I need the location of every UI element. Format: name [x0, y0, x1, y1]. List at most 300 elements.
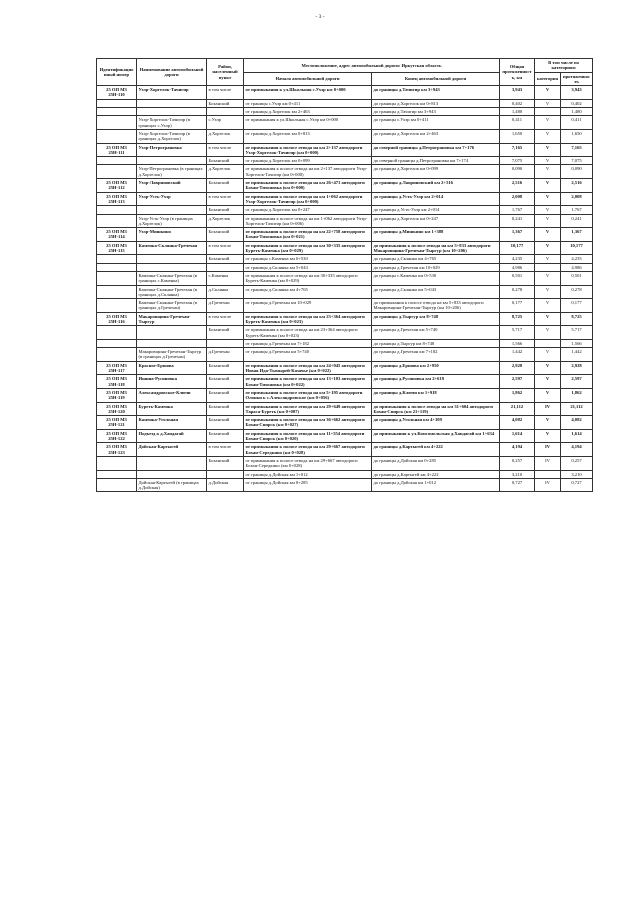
- cell-start: от примыкания к полосе отвода на км 30+335 автодороги Буреть-Каменка (км 0+029): [244, 241, 372, 255]
- cell-end: до границы д.Дойская км 1+012: [372, 478, 500, 492]
- cell-end: до границы д.Гречехан км 7+182: [372, 348, 500, 362]
- cell-length: 0,727: [500, 478, 535, 492]
- table-row: [97, 285, 593, 299]
- table-row: [97, 416, 593, 430]
- cell-end: до границы д.Мишкино км 1+388: [372, 228, 500, 242]
- col-incl-header: В том числе по категориям: [535, 59, 593, 73]
- cell-id: [97, 285, 137, 299]
- cell-area: Боханский: [207, 416, 244, 430]
- cell-length: 4,235: [500, 255, 535, 263]
- cell-area: в том числе: [207, 312, 244, 326]
- cell-length: 5,717: [500, 326, 535, 340]
- cell-category: V: [535, 361, 561, 375]
- cell-start: от примыкания к полосе отвода на км 23+364 автодороги Буреть-Каменка (км 0+023): [244, 312, 372, 326]
- cell-name: Дойская-Картыгей (в границах д.Дойская): [137, 478, 207, 492]
- cell-name: Макаровщина-Гречехан-Тыргур: [137, 312, 207, 326]
- cell-start: от границы с.Каменка км 0+530: [244, 255, 372, 263]
- table-row: [97, 478, 593, 492]
- cell-end: до примыкания к полосе отвода на км 5+833 автодороги Макаровщина-Гречехан-Тыргур (км 10+206): [372, 299, 500, 313]
- cell-category-length: 7,075: [561, 157, 593, 165]
- cell-category-length: 4,082: [561, 416, 593, 430]
- cell-name: [137, 470, 207, 478]
- cell-category: V: [535, 255, 561, 263]
- cell-category: IV: [535, 402, 561, 416]
- cell-start: от границы д.Гречехан км 10+029: [244, 299, 372, 313]
- cell-length: 10,177: [500, 241, 535, 255]
- cell-name: [137, 326, 207, 340]
- cell-category: V: [535, 165, 561, 179]
- cell-length: 1,650: [500, 129, 535, 143]
- cell-length: 0,177: [500, 299, 535, 313]
- table-row: [97, 157, 593, 165]
- cell-area: Боханский: [207, 361, 244, 375]
- cell-start: от примыкания к ул.Школьная с.Ухэр км 0+000: [244, 116, 372, 130]
- table-row: [97, 86, 593, 100]
- cell-end: до северной границы д.Петрограновка км 7+174: [372, 157, 500, 165]
- cell-id: [97, 326, 137, 340]
- table-row: [97, 429, 593, 443]
- table-row: [97, 326, 593, 340]
- table-row: [97, 299, 593, 313]
- cell-category-length: 1,480: [561, 108, 593, 116]
- cell-category: V: [535, 129, 561, 143]
- table-row: [97, 456, 593, 470]
- cell-id: [97, 165, 137, 179]
- cell-category-length: 2,597: [561, 375, 593, 389]
- cell-start: от границы д.Гречехан км 7+182: [244, 339, 372, 347]
- cell-category: V: [535, 143, 561, 157]
- cell-name: [137, 255, 207, 263]
- cell-id: [97, 299, 137, 313]
- cell-length: 4,986: [500, 263, 535, 271]
- cell-end: до границы д.Картыгей км 4+222: [372, 470, 500, 478]
- table-row: [97, 99, 593, 107]
- cell-end: до границы д.Усть-Ухэр км 2+014: [372, 206, 500, 214]
- cell-category: [535, 339, 561, 347]
- col-start-header: Начало автомобильной дороги: [244, 72, 372, 86]
- cell-area: Боханский: [207, 375, 244, 389]
- cell-name: [137, 456, 207, 470]
- cell-length: 3,210: [500, 470, 535, 478]
- cell-id: 25 ОП М3 25Н-119: [97, 388, 137, 402]
- cell-end: до границы д.Склянка км 4+765: [372, 255, 500, 263]
- cell-length: 1,367: [500, 228, 535, 242]
- cell-category: V: [535, 241, 561, 255]
- cell-name: Ишина-Русиновка: [137, 375, 207, 389]
- table-row: [97, 263, 593, 271]
- col-cat-header: категория: [535, 72, 561, 86]
- cell-category: V: [535, 179, 561, 193]
- cell-length: 21,112: [500, 402, 535, 416]
- cell-category: V: [535, 192, 561, 206]
- cell-id: [97, 108, 137, 116]
- cell-end: до границы д.Тыргур км 8+748: [372, 339, 500, 347]
- col-len2-header: протяженность: [561, 72, 593, 86]
- cell-name: Каменка-Склянка-Гречехан (в границах д.Гречехан): [137, 299, 207, 313]
- cell-start: от примыкания к полосе отвода на км 22+758 автодороги Бохан-Тихоновка (км 0+021): [244, 228, 372, 242]
- cell-category-length: 8,725: [561, 312, 593, 326]
- cell-length: 4,082: [500, 416, 535, 430]
- cell-area: с.Каменка: [207, 271, 244, 285]
- cell-length: 1,767: [500, 206, 535, 214]
- cell-length: 2,928: [500, 361, 535, 375]
- cell-area: [207, 108, 244, 116]
- cell-end: до примыкания к полосе отвода на км 5+833 автодороги Макаровщина-Гречехан-Тыргур (км 10+206): [372, 241, 500, 255]
- cell-start: от примыкания к полосе отвода на км 11+554 автодороги Бохан-Свирск (км 0+020): [244, 429, 372, 443]
- cell-category: V: [535, 86, 561, 100]
- cell-id: 25 ОП М3 25Н-113: [97, 192, 137, 206]
- cell-area: в том числе: [207, 143, 244, 157]
- cell-area: в том числе: [207, 443, 244, 457]
- cell-category-length: 1,650: [561, 129, 593, 143]
- cell-end: до границы д.Дойская км 0+285: [372, 456, 500, 470]
- cell-name: Макаровщина-Гречехан-Тыргур (в границах д.Гречехан): [137, 348, 207, 362]
- cell-category: [535, 108, 561, 116]
- cell-end: до границы д.Лавриновский км 2+516: [372, 179, 500, 193]
- cell-id: 25 ОП М3 25Н-122: [97, 429, 137, 443]
- cell-id: [97, 470, 137, 478]
- table-row: [97, 312, 593, 326]
- cell-area: [207, 470, 244, 478]
- cell-category: V: [535, 271, 561, 285]
- cell-category: [535, 470, 561, 478]
- page-number: - 3 -: [315, 14, 325, 20]
- cell-length: 0,501: [500, 271, 535, 285]
- table-row: [97, 339, 593, 347]
- cell-category: V: [535, 388, 561, 402]
- header-row-1: [97, 59, 593, 73]
- table-row: [97, 271, 593, 285]
- cell-length: 0,278: [500, 285, 535, 299]
- cell-area: Боханский: [207, 388, 244, 402]
- cell-length: 1,614: [500, 429, 535, 443]
- cell-start: от границы д.Гречехан км 5+740: [244, 348, 372, 362]
- cell-name: Ухэр-Хоргелок-Тачигир (в границах с.Ухэр): [137, 116, 207, 130]
- cell-id: 25 ОП М3 25Н-114: [97, 228, 137, 242]
- cell-category: V: [535, 416, 561, 430]
- table-row: [97, 116, 593, 130]
- cell-end: до границы д.Хоргелок км 0+099: [372, 165, 500, 179]
- cell-name: Ухэр-Петрограновка: [137, 143, 207, 157]
- cell-category: V: [535, 312, 561, 326]
- cell-end: до границы д.Ершова км 2+950: [372, 361, 500, 375]
- cell-id: [97, 214, 137, 228]
- table-row: [97, 192, 593, 206]
- col-route-header: Местоположение, адрес автомобильной дороги: Иркутская область: [244, 59, 500, 73]
- cell-category-length: 0,090: [561, 165, 593, 179]
- table-row: [97, 255, 593, 263]
- cell-end: до примыкания к полосе отвода на км 31+604 автодороги Бохан-Свирск (км 21+119): [372, 402, 500, 416]
- cell-end: до границы с.Ухэр км 0+411: [372, 116, 500, 130]
- cell-category-length: 4,986: [561, 263, 593, 271]
- cell-category: V: [535, 157, 561, 165]
- cell-end: до границы д.Хоргелок км 2+463: [372, 129, 500, 143]
- cell-category-length: 10,177: [561, 241, 593, 255]
- cell-name: [137, 99, 207, 107]
- cell-id: [97, 255, 137, 263]
- cell-category-length: 0,727: [561, 478, 593, 492]
- cell-category: [535, 263, 561, 271]
- cell-end: до примыкания к ул.Комсомольская д.Хандагай км 1+634: [372, 429, 500, 443]
- cell-start: от примыкания к полосе отвода на км 5+195 автодороги Олонки к с.Александровское (км 0+056): [244, 388, 372, 402]
- cell-id: [97, 99, 137, 107]
- cell-start: от границы д.Склянка км 5+043: [244, 263, 372, 271]
- cell-area: Боханский: [207, 429, 244, 443]
- table-row: [97, 108, 593, 116]
- cell-area: д.Хоргелок: [207, 165, 244, 179]
- cell-id: [97, 263, 137, 271]
- cell-length: 0,402: [500, 99, 535, 107]
- table-body: [97, 86, 593, 492]
- cell-name: Каменка-Склянка-Гречехан: [137, 241, 207, 255]
- cell-id: 25 ОП М3 25Н-118: [97, 375, 137, 389]
- cell-area: в том числе: [207, 192, 244, 206]
- cell-name: Буреть-Каменка: [137, 402, 207, 416]
- table-row: [97, 165, 593, 179]
- cell-name: [137, 206, 207, 214]
- cell-category-length: 21,112: [561, 402, 593, 416]
- cell-id: [97, 456, 137, 470]
- cell-start: от границы с.Ухэр км 0+411: [244, 99, 372, 107]
- cell-start: от примыкания к полосе отвода на км 24+045 автодороги Новая Ида-Тымырей-Казачье (км 0+022): [244, 361, 372, 375]
- cell-length: 2,008: [500, 192, 535, 206]
- cell-end: до границы д.Хоргелок км 0+813: [372, 99, 500, 107]
- cell-id: 25 ОП М3 25Н-110: [97, 86, 137, 100]
- col-area-header: Район, населенный пункт: [207, 59, 244, 86]
- cell-id: 25 ОП М3 25Н-121: [97, 416, 137, 430]
- cell-id: 25 ОП М3 25Н-116: [97, 312, 137, 326]
- cell-end: до границы д.Угольная км 4+109: [372, 416, 500, 430]
- cell-id: 25 ОП М3 25Н-117: [97, 361, 137, 375]
- cell-start: от примыкания к полосе отвода на км 29+667 автодороги Бохан-Середкино (км 0+028): [244, 456, 372, 470]
- cell-id: 25 ОП М3 25Н-120: [97, 402, 137, 416]
- cell-start: от примыкания к полосе отвода на км 30+335 автодороги Буреть-Каменка (км 0+029): [244, 271, 372, 285]
- col-name-header: Наименование автомобильной дороги: [137, 59, 207, 86]
- cell-category: V: [535, 228, 561, 242]
- cell-end: до границы д.Тыргур км 8+748: [372, 312, 500, 326]
- cell-category-length: 1,367: [561, 228, 593, 242]
- table-row: [97, 179, 593, 193]
- cell-start: от примыкания к полосе отвода на км 29+649 автодороги Тараса-Буреть (км 0+007): [244, 402, 372, 416]
- cell-end: до границы д.Тачигир км 3+943: [372, 108, 500, 116]
- cell-start: от границы д.Склянка км 4+765: [244, 285, 372, 299]
- cell-start: от примыкания к полосе отвода на км 2+137 автодороги Ухэр-Хоргелок-Тачигир (км 0+000): [244, 165, 372, 179]
- cell-name: Ухэр-Усть-Ухэр (в границах д.Хоргелок): [137, 214, 207, 228]
- table-row: [97, 143, 593, 157]
- cell-end: до границы д.Русиновка км 2+619: [372, 375, 500, 389]
- cell-category-length: 5,717: [561, 326, 593, 340]
- cell-area: д.Хоргелок: [207, 129, 244, 143]
- cell-category: V: [535, 206, 561, 214]
- cell-category: V: [535, 285, 561, 299]
- cell-start: от границы д.Хоргелок км 0+813: [244, 129, 372, 143]
- cell-category: V: [535, 326, 561, 340]
- cell-area: Боханский: [207, 255, 244, 263]
- cell-category-length: 0,411: [561, 116, 593, 130]
- roads-register-table: [96, 58, 593, 492]
- cell-id: [97, 129, 137, 143]
- cell-category-length: 0,177: [561, 299, 593, 313]
- cell-category-length: 2,008: [561, 192, 593, 206]
- cell-name: [137, 339, 207, 347]
- cell-id: [97, 206, 137, 214]
- cell-name: [137, 108, 207, 116]
- cell-category-length: 0,241: [561, 214, 593, 228]
- cell-end: до границы д.Хоргелок км 0+247: [372, 214, 500, 228]
- cell-category-length: 0,501: [561, 271, 593, 285]
- table-row: [97, 206, 593, 214]
- table-row: [97, 375, 593, 389]
- cell-id: [97, 271, 137, 285]
- cell-start: от примыкания к полосе отвода на км 36+662 автодороги Бохан-Свирск (км 0+027): [244, 416, 372, 430]
- cell-id: [97, 157, 137, 165]
- cell-category-length: 0,402: [561, 99, 593, 107]
- cell-name: [137, 157, 207, 165]
- cell-length: 7,165: [500, 143, 535, 157]
- cell-length: 0,241: [500, 214, 535, 228]
- cell-end: до границы д.Гречехан км 10+029: [372, 263, 500, 271]
- cell-end: до границы д.Склянка км 5+043: [372, 285, 500, 299]
- cell-name: Ухэр-Усть-Ухэр: [137, 192, 207, 206]
- cell-start: от примыкания к полосе отвода на км 2+137 автодороги Ухэр-Хоргелок-Тачигир (км 0+000): [244, 143, 372, 157]
- table-row: [97, 348, 593, 362]
- cell-category-length: 1,767: [561, 206, 593, 214]
- cell-area: д.Склянка: [207, 285, 244, 299]
- table-row: [97, 228, 593, 242]
- table-row: [97, 443, 593, 457]
- cell-start: от примыкания к полосе отвода на км 23+364 автодороги Буреть-Каменка (км 0+023): [244, 326, 372, 340]
- cell-category-length: 2,928: [561, 361, 593, 375]
- cell-category: V: [535, 429, 561, 443]
- table-row: [97, 129, 593, 143]
- cell-start: от границы д.Дойская км 0+285: [244, 478, 372, 492]
- cell-category: V: [535, 375, 561, 389]
- cell-area: в том числе: [207, 241, 244, 255]
- cell-length: 0,090: [500, 165, 535, 179]
- cell-length: 1,480: [500, 108, 535, 116]
- col-length-header: Общая протяженность, км: [500, 59, 535, 86]
- cell-start: от границы д.Хоргелок км 0+247: [244, 206, 372, 214]
- cell-category-length: 4,194: [561, 443, 593, 457]
- cell-id: [97, 116, 137, 130]
- cell-category: V: [535, 116, 561, 130]
- cell-name: Ухэр-Мишкино: [137, 228, 207, 242]
- cell-category: IV: [535, 443, 561, 457]
- cell-area: д.Хоргелок: [207, 214, 244, 228]
- table-row: [97, 241, 593, 255]
- table-row: [97, 388, 593, 402]
- cell-area: Боханский: [207, 456, 244, 470]
- cell-category: IV: [535, 456, 561, 470]
- cell-name: Ухэр-Петрограновка (в границах д.Хоргелок): [137, 165, 207, 179]
- cell-area: д.Гречехан: [207, 299, 244, 313]
- cell-name: Каменка-Угольная: [137, 416, 207, 430]
- cell-end: до северной границы д.Петрограновка км 7+176: [372, 143, 500, 157]
- cell-length: 2,516: [500, 179, 535, 193]
- cell-area: Боханский: [207, 99, 244, 107]
- cell-length: 1,566: [500, 339, 535, 347]
- cell-category-length: 0,257: [561, 456, 593, 470]
- cell-area: [207, 263, 244, 271]
- cell-area: Боханский: [207, 228, 244, 242]
- col-end-header: Конец автомобильной дороги: [372, 72, 500, 86]
- cell-length: 2,597: [500, 375, 535, 389]
- cell-length: 1,442: [500, 348, 535, 362]
- cell-name: Ухэр-Лавриновский: [137, 179, 207, 193]
- cell-id: [97, 348, 137, 362]
- cell-category-length: 3,943: [561, 86, 593, 100]
- cell-start: от примыкания к полосе отвода на км 1+062 автодороги Ухэр-Хоргелок-Тачигир (км 0+000): [244, 192, 372, 206]
- cell-area: д.Гречехан: [207, 348, 244, 362]
- cell-category-length: 1,442: [561, 348, 593, 362]
- cell-area: Боханский: [207, 206, 244, 214]
- cell-id: 25 ОП М3 25Н-115: [97, 241, 137, 255]
- cell-length: 3,943: [500, 86, 535, 100]
- cell-category: V: [535, 99, 561, 107]
- cell-area: [207, 339, 244, 347]
- table-row: [97, 470, 593, 478]
- cell-category-length: 0,278: [561, 285, 593, 299]
- cell-length: 1,862: [500, 388, 535, 402]
- cell-end: до границы д.Ключи км 1+918: [372, 388, 500, 402]
- cell-name: Каменка-Склянка-Гречехан (в границах с.Каменка): [137, 271, 207, 285]
- cell-area: Боханский: [207, 179, 244, 193]
- cell-length: 7,075: [500, 157, 535, 165]
- cell-category-length: 4,235: [561, 255, 593, 263]
- cell-area: Боханский: [207, 326, 244, 340]
- cell-id: [97, 339, 137, 347]
- cell-start: от границы д.Хоргелок км 0+099: [244, 157, 372, 165]
- cell-category: V: [535, 299, 561, 313]
- table-row: [97, 214, 593, 228]
- cell-start: от границы д.Дойская км 1+012: [244, 470, 372, 478]
- cell-category: IV: [535, 478, 561, 492]
- cell-name: [137, 263, 207, 271]
- cell-start: от примыкания к полосе отвода на км 29+667 автодороги Бохан-Середкино (км 0+028): [244, 443, 372, 457]
- cell-category-length: 1,566: [561, 339, 593, 347]
- cell-category: V: [535, 214, 561, 228]
- cell-category-length: 2,516: [561, 179, 593, 193]
- cell-category-length: 1,614: [561, 429, 593, 443]
- cell-category-length: 7,165: [561, 143, 593, 157]
- cell-name: Каменка-Склянка-Гречехан (в границах д.Склянка): [137, 285, 207, 299]
- cell-area: Боханский: [207, 402, 244, 416]
- cell-name: Дойская-Картыгей: [137, 443, 207, 457]
- cell-category-length: 3,210: [561, 470, 593, 478]
- cell-id: [97, 478, 137, 492]
- cell-name: Ухэр-Хоргелок-Тачигир (в границах д.Хоргелок): [137, 129, 207, 143]
- cell-id: 25 ОП М3 25Н-112: [97, 179, 137, 193]
- cell-area: Боханский: [207, 157, 244, 165]
- cell-start: от примыкания к ул.Школьная с.Ухэр км 0+000: [244, 86, 372, 100]
- cell-end: до границы д.Тачигир км 3+943: [372, 86, 500, 100]
- cell-start: от границы д.Хоргелок км 2+463: [244, 108, 372, 116]
- cell-end: до границы д.Усть-Ухэр км 2+014: [372, 192, 500, 206]
- cell-area: с.Ухэр: [207, 116, 244, 130]
- cell-length: 8,725: [500, 312, 535, 326]
- cell-name: Ухэр-Хоргелок-Тачигир: [137, 86, 207, 100]
- col-id-header: Идентификационный номер: [97, 59, 137, 86]
- cell-id: 25 ОП М3 25Н-111: [97, 143, 137, 157]
- cell-name: Красное-Ершова: [137, 361, 207, 375]
- cell-category-length: 1,862: [561, 388, 593, 402]
- cell-start: от примыкания к полосе отвода на км 13+103 автодороги Бохан-Тихоновка (км 0+022): [244, 375, 372, 389]
- cell-length: 0,257: [500, 456, 535, 470]
- cell-end: до границы д.Картыгей км 4+222: [372, 443, 500, 457]
- cell-category: V: [535, 348, 561, 362]
- cell-name: Александровское-Ключи: [137, 388, 207, 402]
- cell-end: до границы с.Каменка км 0+530: [372, 271, 500, 285]
